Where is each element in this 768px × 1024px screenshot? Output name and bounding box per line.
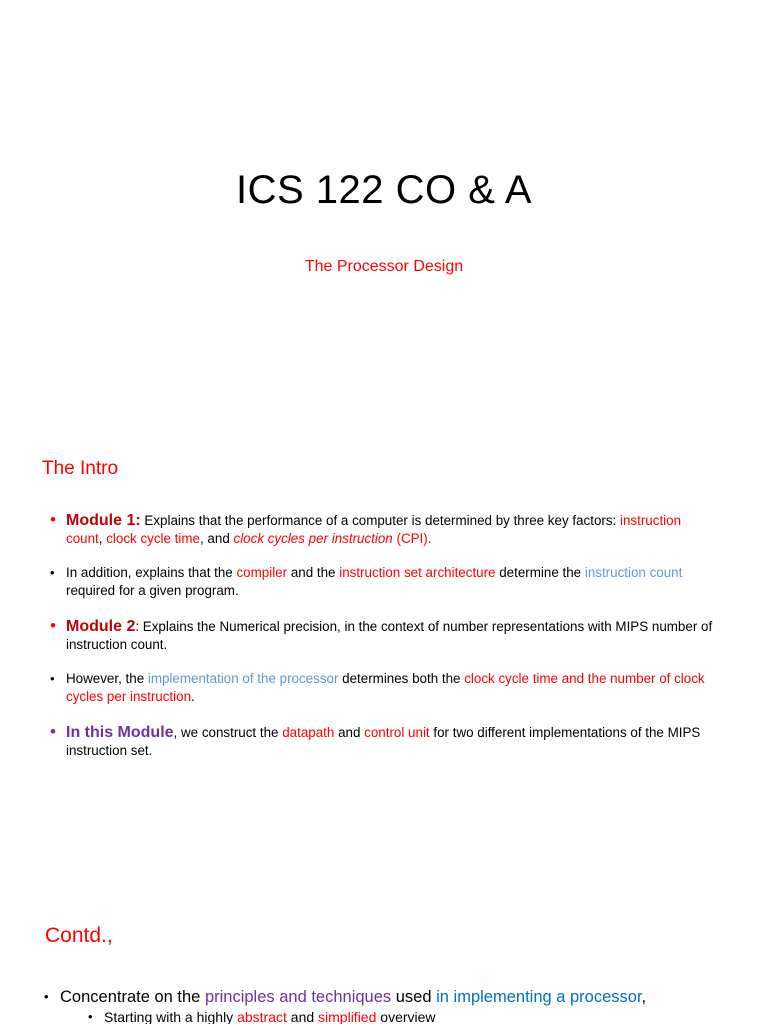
highlight-text: clock cycle time (106, 531, 200, 546)
bullet-dot-icon: • (50, 565, 55, 580)
slide-subtitle: The Processor Design (304, 258, 464, 275)
intro-slide (0, 430, 768, 850)
bullet-dot-icon: • (44, 989, 49, 1004)
highlight-text: instruction count (584, 565, 683, 580)
highlight-text: implementation of the processor (147, 671, 339, 686)
bullet-dot-icon: • (88, 1009, 93, 1024)
bullet-text: determines both the (338, 671, 465, 686)
title-slide (0, 0, 768, 410)
bullet-dot-icon: • (50, 616, 56, 635)
highlight-text: principles and techniques (204, 988, 392, 1006)
highlight-text: instruction count (66, 513, 682, 546)
bullet-implementation (50, 670, 720, 706)
highlight-text: (CPI). (392, 531, 432, 546)
bullet-module-2 (50, 618, 720, 654)
bullet-dot-icon: • (50, 671, 55, 686)
slide-heading: Contd., (45, 924, 113, 947)
slide-title: ICS 122 CO & A (235, 168, 533, 212)
sub-bullet-overview (88, 1008, 744, 1024)
bullet-text: and the (287, 565, 340, 580)
bullet-principles (44, 986, 744, 1024)
bullet-lead: In this Module (66, 724, 174, 741)
bullet-text: Starting with a highly (104, 1009, 238, 1024)
slide-heading: The Intro (42, 458, 119, 479)
bullet-this-module (50, 724, 720, 760)
bullet-text: , we construct the (173, 725, 283, 740)
highlight-text: simplified (318, 1009, 377, 1024)
bullet-text: determine the (495, 565, 585, 580)
highlight-text: instruction set architecture (339, 565, 496, 580)
bullet-text: In addition, explains that the (66, 565, 237, 580)
bullet-text: , and (199, 531, 234, 546)
bullet-module-1 (50, 512, 720, 548)
bullet-text: Concentrate on the (60, 988, 205, 1006)
bullet-text: used (391, 988, 437, 1006)
bullet-lead: Module 2 (66, 618, 136, 635)
bullet-text: , (98, 531, 107, 546)
bullet-text: , (641, 988, 647, 1006)
highlight-text: control unit (364, 725, 430, 740)
contd-slide (0, 890, 768, 1024)
bullet-text: Explains that the performance of a computer is determined by three key factors: (140, 513, 620, 528)
bullet-text: required for a given program. (66, 583, 239, 598)
highlight-text: clock cycles per instruction (233, 531, 393, 546)
bullet-list (50, 512, 720, 778)
sub-bullet-list (60, 1008, 744, 1024)
bullet-text: However, the (66, 671, 148, 686)
bullet-text: for two different implementations of the MIPS instruction set. (66, 725, 701, 758)
highlight-text: clock cycle time and the number of clock cycles per instruction (66, 671, 705, 704)
bullet-text: and (286, 1009, 319, 1024)
highlight-text: abstract (237, 1009, 287, 1024)
bullet-text: . (191, 689, 195, 704)
bullet-list (44, 986, 744, 1024)
highlight-text: in implementing a processor (436, 988, 642, 1006)
bullet-text: overview (376, 1009, 436, 1024)
bullet-text: and (334, 725, 365, 740)
bullet-dot-icon: • (50, 510, 56, 529)
bullet-text: : Explains the Numerical precision, in the context of number representations with MIPS number of instruction count. (66, 619, 713, 652)
highlight-text: compiler (236, 565, 288, 580)
bullet-lead: Module 1: (66, 512, 141, 529)
highlight-text: datapath (282, 725, 335, 740)
bullet-compiler (50, 564, 720, 600)
bullet-dot-icon: • (50, 722, 56, 741)
